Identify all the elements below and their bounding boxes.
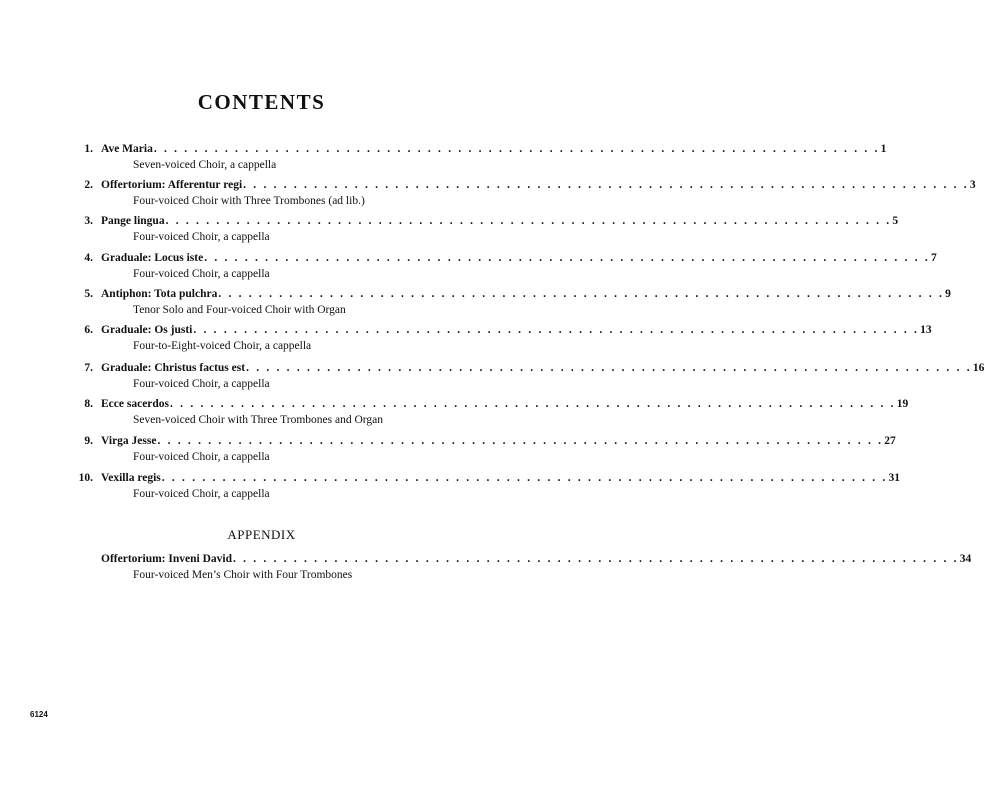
entry-scoring: Four-to-Eight-voiced Choir, a cappella — [133, 340, 312, 352]
entry-number: 1. — [84, 143, 93, 155]
entry-scoring: Four-voiced Choir, a cappella — [133, 378, 270, 390]
entry-page: 34 — [959, 553, 972, 565]
contents-heading: CONTENTS — [197, 90, 326, 114]
entry-scoring: Tenor Solo and Four-voiced Choir with Organ — [133, 304, 346, 316]
entry-title: Antiphon: Tota pulchra — [101, 288, 218, 300]
entry-number: 3. — [84, 215, 93, 227]
entry-title: Ave Maria — [101, 143, 153, 155]
entry-page: 16 — [972, 362, 984, 374]
entry-page: 31 — [888, 472, 900, 484]
entry-number: 9. — [84, 435, 93, 447]
dot-leader: . . . . . . . . . . . . . . . . . . . . . . . . . . . . . . . . . . . . . . . . . . . . . . . . . . . . . . . . . . . . . . . . . . . . . . . . — [170, 398, 896, 410]
dot-leader: . . . . . . . . . . . . . . . . . . . . . . . . . . . . . . . . . . . . . . . . . . . . . . . . . . . . . . . . . . . . . . . . . . . . . . . . — [232, 553, 959, 565]
appendix-heading: APPENDIX — [227, 527, 296, 542]
entry-number: 4. — [84, 252, 93, 264]
entry-number: 6. — [84, 324, 93, 336]
dot-leader: . . . . . . . . . . . . . . . . . . . . . . . . . . . . . . . . . . . . . . . . . . . . . . . . . . . . . . . . . . . . . . . . . . . . . . . . — [157, 435, 884, 447]
entry-title: Offertorium: Afferentur regi — [101, 179, 243, 191]
entry-page: 9 — [945, 288, 951, 300]
entry-title: Ecce sacerdos — [101, 398, 170, 410]
entry-page: 1 — [880, 143, 887, 155]
entry-scoring: Seven-voiced Choir, a cappella — [133, 159, 277, 171]
entry-number: 8. — [84, 398, 93, 410]
catalog-number: 6124 — [30, 710, 48, 719]
entry-number: 10. — [78, 472, 93, 484]
entry-page: 5 — [892, 215, 899, 227]
entry-title: Offertorium: Inveni David — [101, 553, 232, 565]
entry-scoring: Four-voiced Men’s Choir with Four Trombones — [133, 569, 353, 581]
entry-scoring: Four-voiced Choir with Three Trombones (ad lib.) — [133, 195, 365, 207]
entry-title: Pange lingua — [101, 215, 165, 227]
entry-title: Graduale: Os justi — [101, 324, 193, 336]
entry-scoring: Four-voiced Choir, a cappella — [133, 488, 270, 500]
dot-leader: . . . . . . . . . . . . . . . . . . . . . . . . . . . . . . . . . . . . . . . . . . . . . . . . . . . . . . . . . . . . . . . . . . . . . . . . — [246, 362, 972, 374]
entry-title: Virga Jesse — [101, 435, 157, 447]
entry-page: 13 — [920, 324, 932, 336]
dot-leader: . . . . . . . . . . . . . . . . . . . . . . . . . . . . . . . . . . . . . . . . . . . . . . . . . . . . . . . . . . . . . . . . . . . . . . . . — [193, 324, 920, 336]
entry-title: Graduale: Christus factus est — [101, 362, 246, 374]
entry-page: 3 — [969, 179, 976, 191]
dot-leader: . . . . . . . . . . . . . . . . . . . . . . . . . . . . . . . . . . . . . . . . . . . . . . . . . . . . . . . . . . . . . . . . . . . . . . . . — [218, 288, 945, 300]
entry-page: 27 — [884, 435, 896, 447]
dot-leader: . . . . . . . . . . . . . . . . . . . . . . . . . . . . . . . . . . . . . . . . . . . . . . . . . . . . . . . . . . . . . . . . . . . . . . . . — [204, 252, 930, 264]
entry-scoring: Four-voiced Choir, a cappella — [133, 451, 270, 463]
entry-title: Vexilla regis — [101, 472, 161, 484]
entry-page: 19 — [896, 398, 909, 410]
entry-number: 2. — [84, 179, 93, 191]
entry-title: Graduale: Locus iste — [101, 252, 204, 264]
entry-number: 7. — [84, 362, 93, 374]
entry-scoring: Four-voiced Choir, a cappella — [133, 268, 270, 280]
dot-leader: . . . . . . . . . . . . . . . . . . . . . . . . . . . . . . . . . . . . . . . . . . . . . . . . . . . . . . . . . . . . . . . . . . . . . . . . — [161, 472, 888, 484]
entry-page: 7 — [930, 252, 937, 264]
dot-leader: . . . . . . . . . . . . . . . . . . . . . . . . . . . . . . . . . . . . . . . . . . . . . . . . . . . . . . . . . . . . . . . . . . . . . . . . — [153, 143, 880, 155]
dot-leader: . . . . . . . . . . . . . . . . . . . . . . . . . . . . . . . . . . . . . . . . . . . . . . . . . . . . . . . . . . . . . . . . . . . . . . . . — [165, 215, 892, 227]
entry-scoring: Seven-voiced Choir with Three Trombones and Organ — [133, 414, 383, 426]
entry-scoring: Four-voiced Choir, a cappella — [133, 231, 270, 243]
entry-number: 5. — [84, 288, 93, 300]
dot-leader: . . . . . . . . . . . . . . . . . . . . . . . . . . . . . . . . . . . . . . . . . . . . . . . . . . . . . . . . . . . . . . . . . . . . . . . . — [243, 179, 969, 191]
